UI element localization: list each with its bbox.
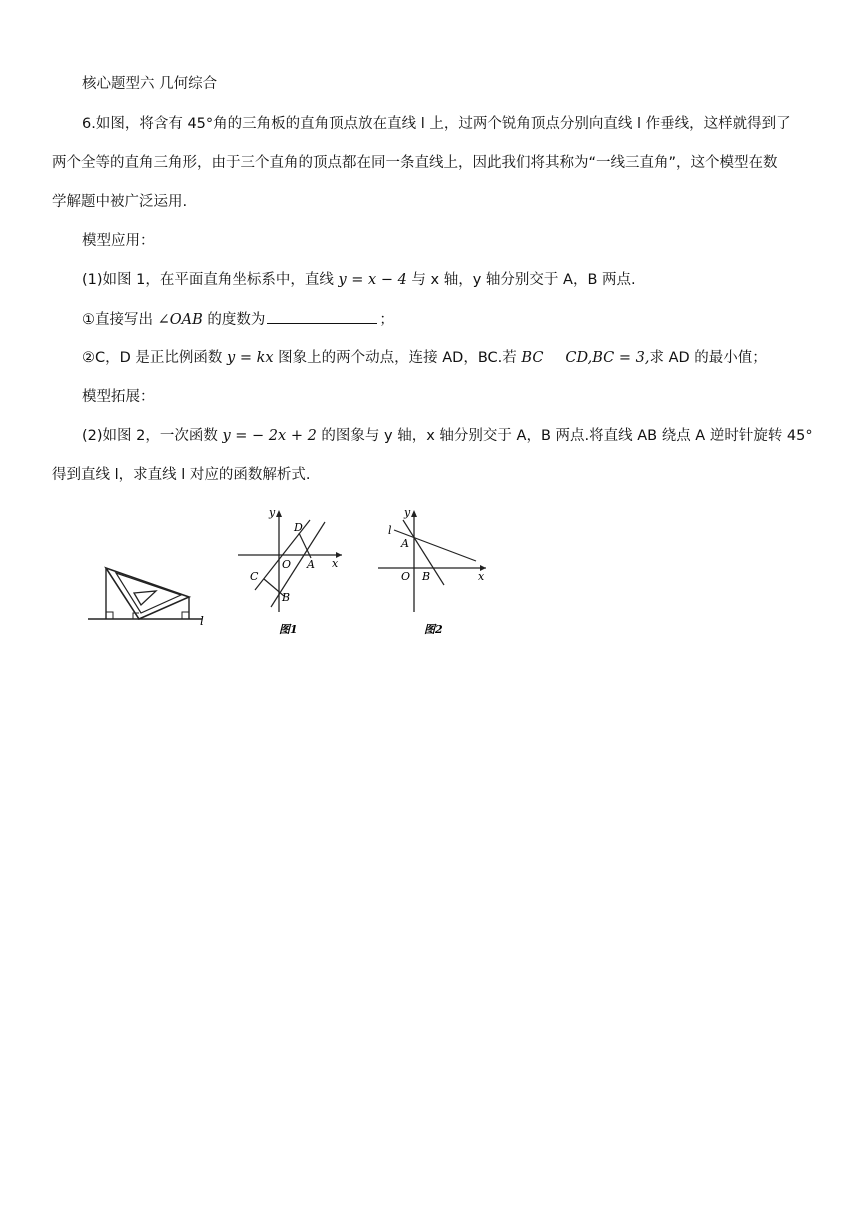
fig1-d-label: D bbox=[294, 521, 303, 534]
line-l-label: l bbox=[200, 614, 204, 628]
figure-1 bbox=[232, 500, 352, 640]
question-2 bbox=[82, 348, 767, 368]
fig1-b-label: B bbox=[282, 591, 291, 604]
model-application-heading: 模型应用： bbox=[82, 233, 155, 249]
answer-blank bbox=[267, 309, 377, 324]
fig2-o-label: O bbox=[401, 570, 411, 583]
problem-intro-line-2: 两个全等的直角三角形，由于三个直角的顶点都在同一条直线上，因此我们将其称为“一线三直角”，这个模型在数 bbox=[52, 155, 778, 171]
problem-intro-line-1: 6.如图，将含有 45°角的三角板的直角顶点放在直线 l 上，过两个锐角顶点分别向直线 l 作垂线，这样就得到了 bbox=[82, 116, 791, 132]
figure-2 bbox=[372, 500, 492, 640]
fig2-l-label: l bbox=[388, 524, 392, 537]
question-1 bbox=[82, 309, 394, 330]
fig1-c-label: C bbox=[250, 570, 259, 583]
part1-equation: y = x − 4 bbox=[338, 272, 407, 288]
q2-mid: 图象上的两个动点，连接 AD，BC.若 bbox=[273, 350, 522, 366]
fig2-caption: 图2 bbox=[424, 623, 443, 636]
fig1-a-label: A bbox=[307, 558, 315, 571]
fig2-a-label: A bbox=[401, 537, 409, 550]
q2-equation: y = kx bbox=[227, 350, 274, 366]
fig2-x-label: x bbox=[478, 570, 485, 583]
q1-suffix: 的度数为 bbox=[202, 312, 266, 328]
part2-equation: y = − 2x + 2 bbox=[222, 428, 317, 444]
fig1-y-label: y bbox=[269, 506, 276, 519]
fig2-y-label: y bbox=[404, 506, 411, 519]
part1-prefix: (1)如图 1，在平面直角坐标系中，直线 bbox=[82, 272, 339, 288]
q2-suffix: 求 AD 的最小值； bbox=[649, 350, 767, 366]
part2-prefix: (2)如图 2，一次函数 bbox=[82, 428, 223, 444]
part1-suffix: 与 x 轴，y 轴分别交于 A，B 两点. bbox=[406, 272, 636, 288]
q1-end: ； bbox=[379, 312, 394, 328]
part2-line-2: 得到直线 l，求直线 l 对应的函数解析式. bbox=[52, 467, 311, 483]
q2-condition-cd: CD,BC = 3, bbox=[565, 350, 650, 366]
model-extension-heading: 模型拓展： bbox=[82, 389, 155, 405]
fig1-caption: 图1 bbox=[279, 623, 298, 636]
part1-statement bbox=[82, 270, 636, 290]
fig1-o-label: O bbox=[282, 558, 292, 571]
q1-prefix: ①直接写出 bbox=[82, 312, 158, 328]
q2-prefix: ②C，D 是正比例函数 bbox=[82, 350, 228, 366]
part2-suffix: 的图象与 y 轴，x 轴分别交于 A，B 两点.将直线 AB 绕点 A 逆时针旋转 45° bbox=[316, 428, 813, 444]
part2-statement bbox=[82, 426, 813, 446]
fig2-b-label: B bbox=[422, 570, 431, 583]
problem-intro-line-3: 学解题中被广泛运用. bbox=[52, 194, 188, 210]
fig1-x-label: x bbox=[332, 557, 339, 570]
section-title: 核心题型六 几何综合 bbox=[82, 76, 218, 92]
q1-angle: ∠OAB bbox=[157, 312, 203, 328]
q2-condition-bc: BC bbox=[521, 350, 544, 366]
triangle-ruler-figure bbox=[86, 560, 216, 635]
